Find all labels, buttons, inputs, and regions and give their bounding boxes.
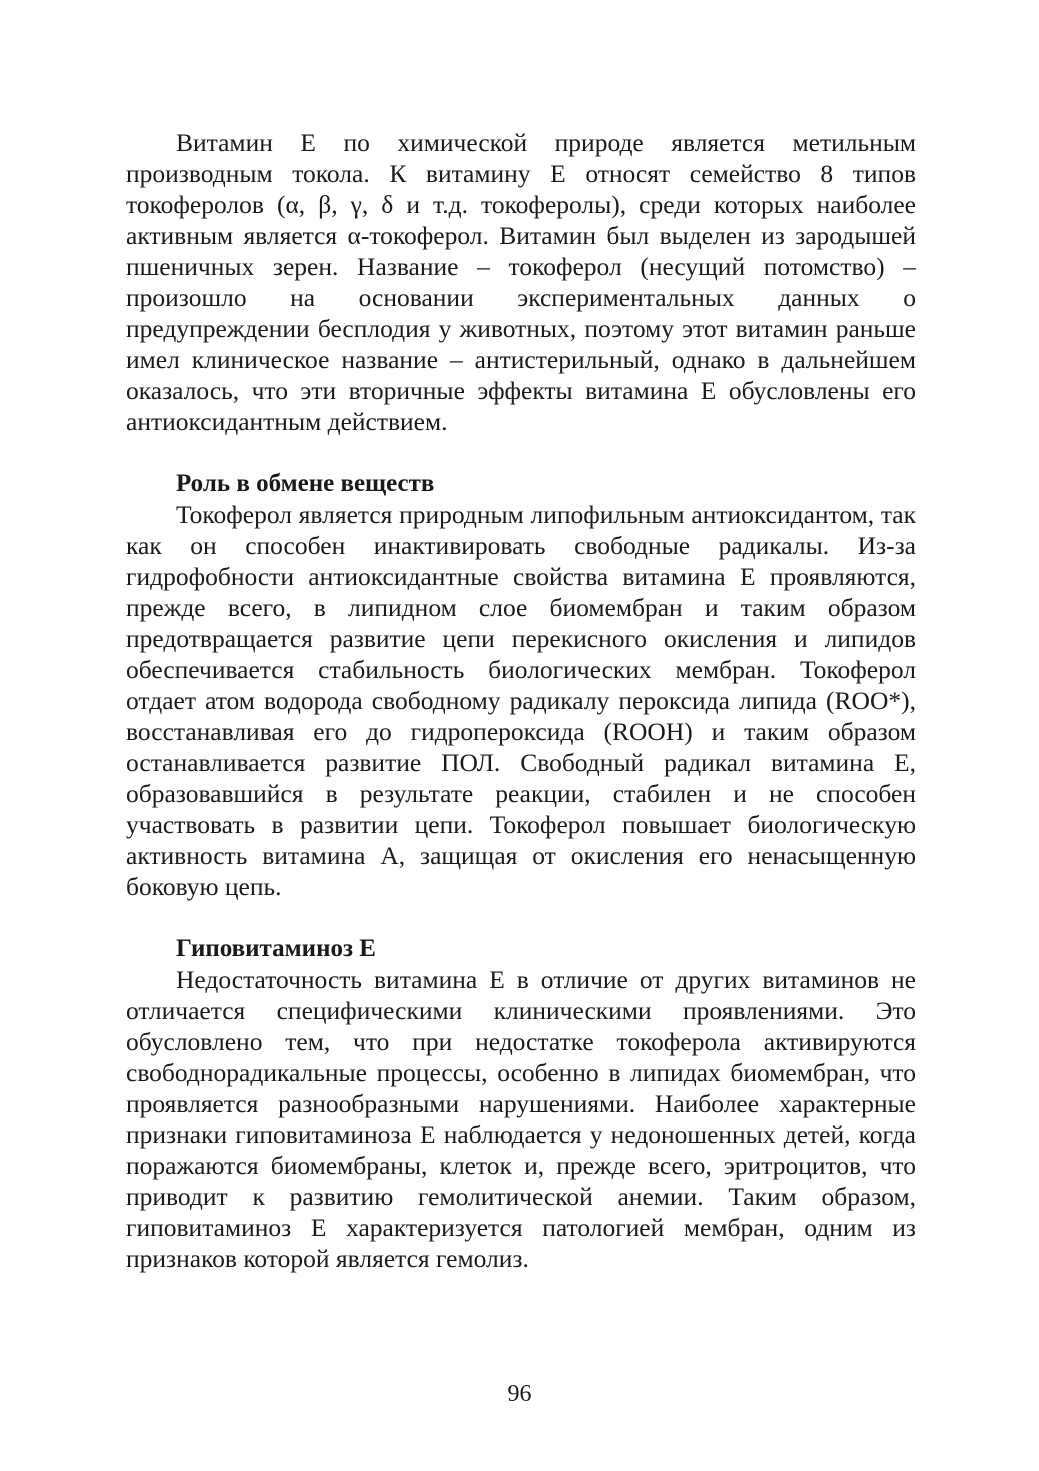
section-spacer <box>126 902 916 933</box>
section-heading-metabolism: Роль в обмене веществ <box>176 470 435 497</box>
page-body <box>126 127 916 1274</box>
page-number: 96 <box>507 1381 532 1407</box>
intro-paragraph: Витамин Е по химической природе является метильным производным токола. К витамину Е относят семейство 8 типов токоферолов (α, β, γ, δ и т.д. токоферолы), среди которых наиболее активным является α-токоферол. Витамин был выделен из зародышей пшеничных зерен. Название – токоферол (несущий потомство) – произошло на основании экспериментальных данных о предупреждении бесплодия у животных, поэтому этот витамин раньше имел клиническое название – антистерильный, однако в дальнейшем оказалось, что эти вторичные эффекты витамина Е обусловлены его антиоксидантным действием. <box>126 128 916 436</box>
section-heading-hypovitaminosis: Гиповитаминоз Е <box>176 935 376 962</box>
metabolism-paragraph: Токоферол является природным липофильным антиоксидантом, так как он способен инактивировать свободные радикалы. Из-за гидрофобности антиоксидантные свойства витамина Е проявляются, прежде всего, в липидном слое биомембран и таким образом предотвращается развитие цепи перекисного окисления и липидов обеспечивается стабильность биологических мембран. Токоферол отдает атом водорода свободному радикалу пероксида липида (ROO*), восстанавливая его до гидропероксида (ROOH) и таким образом останавливается развитие ПОЛ. Свободный радикал витамина Е, образовавшийся в результате реакции, стабилен и не способен участвовать в развитии цепи. Токоферол повышает биологическую активность витамина А, защищая от окисления его ненасыщенную боковую цепь. <box>126 500 916 901</box>
section-spacer <box>126 437 916 468</box>
hypovitaminosis-paragraph: Недостаточность витамина Е в отличие от других витаминов не отличается специфическими клиническими проявлениями. Это обусловлено тем, что при недостатке токоферола активируются свободнорадикальные процессы, особенно в липидах биомембран, что проявляется разнообразными нарушениями. Наиболее характерные признаки гиповитаминоза Е наблюдается у недоношенных детей, когда поражаются биомембраны, клеток и, прежде всего, эритроцитов, что приводит к развитию гемолитической анемии. Таким образом, гиповитаминоз Е характеризуется патологией мембран, одним из признаков которой является гемолиз. <box>126 965 916 1273</box>
